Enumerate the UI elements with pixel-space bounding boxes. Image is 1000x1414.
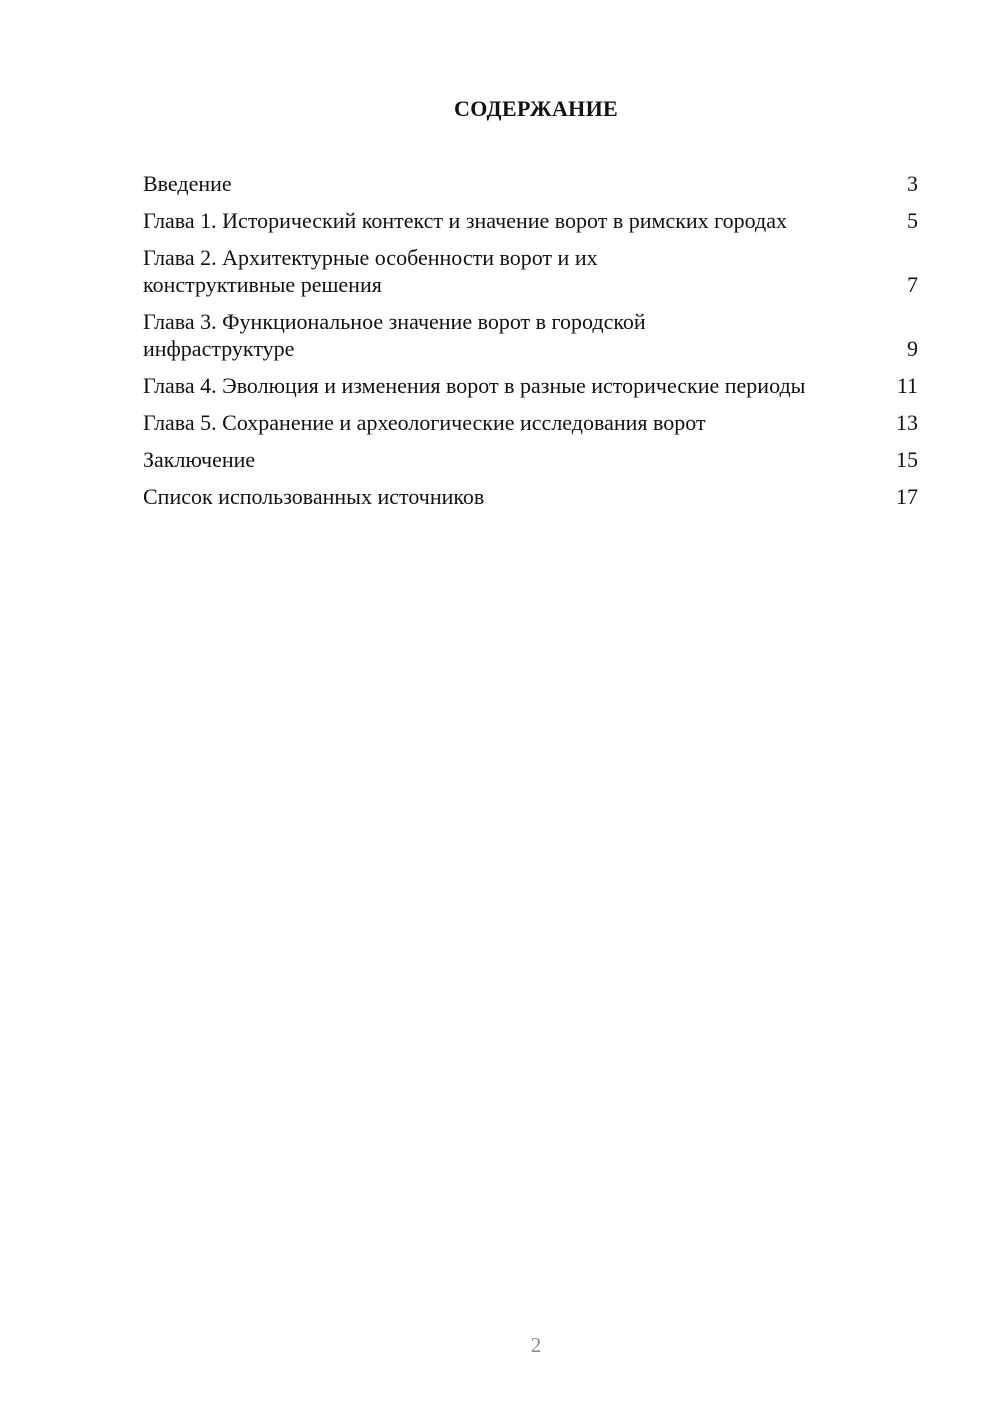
toc-entry-page-number: 3 [907,171,918,196]
toc-entry-chapter-4[interactable] [143,372,918,399]
toc-entry-label: Заключение [143,447,256,472]
toc-entry-page-number: 9 [907,336,918,361]
toc-entry-page-number: 7 [907,272,918,297]
toc-entry-label: Глава 1. Исторический контекст и значение ворот в римских городах [143,208,787,233]
toc-entry-label: Список использованных источников [143,484,485,509]
toc-entry-label: Глава 2. Архитектурные особенности ворот и их конструктивные решения [143,245,598,297]
toc-entry-page-number: 15 [896,447,918,472]
toc-entry-page-number: 5 [907,208,918,233]
toc-entry-chapter-5[interactable] [143,409,918,436]
toc-entry-label: Глава 5. Сохранение и археологические исследования ворот [143,410,706,435]
toc-entry-references[interactable] [143,483,918,510]
table-of-contents [143,170,918,520]
toc-entry-label: Глава 4. Эволюция и изменения ворот в разные исторические периоды [143,373,806,398]
page-title: СОДЕРЖАНИЕ [454,96,618,121]
toc-entry-page-number: 13 [896,410,918,435]
toc-entry-chapter-1[interactable] [143,207,918,234]
page-number: 2 [530,1333,542,1357]
toc-entry-chapter-2[interactable] [143,244,918,298]
toc-entry-label: Введение [143,171,232,196]
toc-entry-label: Глава 3. Функциональное значение ворот в городской инфраструктуре [143,309,646,361]
toc-entry-conclusion[interactable] [143,446,918,473]
toc-entry-page-number: 11 [896,373,918,398]
toc-entry-page-number: 17 [896,484,918,509]
toc-entry-chapter-3[interactable] [143,308,918,362]
toc-entry-introduction[interactable] [143,170,918,197]
